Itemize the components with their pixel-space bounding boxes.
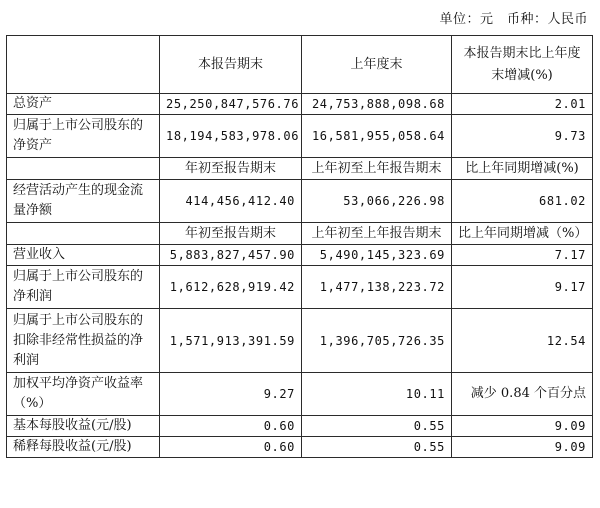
header-change-percent: 本报告期末比上年度末增减(%) <box>452 36 593 94</box>
row-value-current: 18,194,583,978.06 <box>160 115 302 158</box>
header-empty-cell <box>7 36 160 94</box>
subheader-empty-cell <box>7 223 160 245</box>
table-subheader-row <box>7 158 593 180</box>
table-row <box>7 245 593 266</box>
row-value-previous: 16,581,955,058.64 <box>302 115 452 158</box>
subheader-ytd: 年初至报告期末 <box>160 158 302 180</box>
row-value-current: 414,456,412.40 <box>160 180 302 223</box>
row-value-current: 0.60 <box>160 437 302 458</box>
row-value-change: 12.54 <box>452 309 593 373</box>
subheader-empty-cell <box>7 158 160 180</box>
row-label: 总资产 <box>7 94 160 115</box>
row-value-previous: 10.11 <box>302 373 452 416</box>
subheader-prior-ytd: 上年初至上年报告期末 <box>302 223 452 245</box>
unit-currency-line: 单位：元 币种：人民币 <box>439 12 588 27</box>
row-label: 基本每股收益(元/股) <box>7 416 160 437</box>
table-row <box>7 180 593 223</box>
row-value-current: 25,250,847,576.76 <box>160 94 302 115</box>
row-value-change: 681.02 <box>452 180 593 223</box>
row-value-previous: 5,490,145,323.69 <box>302 245 452 266</box>
row-label: 稀释每股收益(元/股) <box>7 437 160 458</box>
row-value-current: 5,883,827,457.90 <box>160 245 302 266</box>
row-value-previous: 24,753,888,098.68 <box>302 94 452 115</box>
row-value-change: 7.17 <box>452 245 593 266</box>
row-value-change: 9.17 <box>452 266 593 309</box>
row-value-current: 0.60 <box>160 416 302 437</box>
row-value-change: 9.73 <box>452 115 593 158</box>
header-last-year-end: 上年度末 <box>302 36 452 94</box>
row-value-change: 9.09 <box>452 416 593 437</box>
row-value-previous: 1,477,138,223.72 <box>302 266 452 309</box>
row-value-current: 1,571,913,391.59 <box>160 309 302 373</box>
row-label: 加权平均净资产收益率（%） <box>7 373 160 416</box>
row-value-previous: 0.55 <box>302 437 452 458</box>
table-row <box>7 416 593 437</box>
table-row <box>7 373 593 416</box>
row-label: 归属于上市公司股东的净利润 <box>7 266 160 309</box>
subheader-yoy-change: 比上年同期增减(%) <box>452 158 593 180</box>
row-value-change: 9.09 <box>452 437 593 458</box>
table-row <box>7 437 593 458</box>
financial-data-table <box>6 35 593 458</box>
subheader-yoy-change: 比上年同期增减（%） <box>452 223 593 245</box>
table-row <box>7 266 593 309</box>
row-label: 营业收入 <box>7 245 160 266</box>
row-value-previous: 53,066,226.98 <box>302 180 452 223</box>
subheader-ytd: 年初至报告期末 <box>160 223 302 245</box>
row-label: 归属于上市公司股东的净资产 <box>7 115 160 158</box>
table-row <box>7 309 593 373</box>
row-value-change: 2.01 <box>452 94 593 115</box>
header-current-period: 本报告期末 <box>160 36 302 94</box>
row-value-current: 1,612,628,919.42 <box>160 266 302 309</box>
row-value-current: 9.27 <box>160 373 302 416</box>
row-label: 经营活动产生的现金流量净额 <box>7 180 160 223</box>
table-row <box>7 94 593 115</box>
row-value-change: 减少 0.84 个百分点 <box>452 373 593 416</box>
table-subheader-row <box>7 223 593 245</box>
subheader-prior-ytd: 上年初至上年报告期末 <box>302 158 452 180</box>
row-value-previous: 1,396,705,726.35 <box>302 309 452 373</box>
table-header-row <box>7 36 593 94</box>
row-value-previous: 0.55 <box>302 416 452 437</box>
table-row <box>7 115 593 158</box>
row-label: 归属于上市公司股东的扣除非经常性损益的净利润 <box>7 309 160 373</box>
